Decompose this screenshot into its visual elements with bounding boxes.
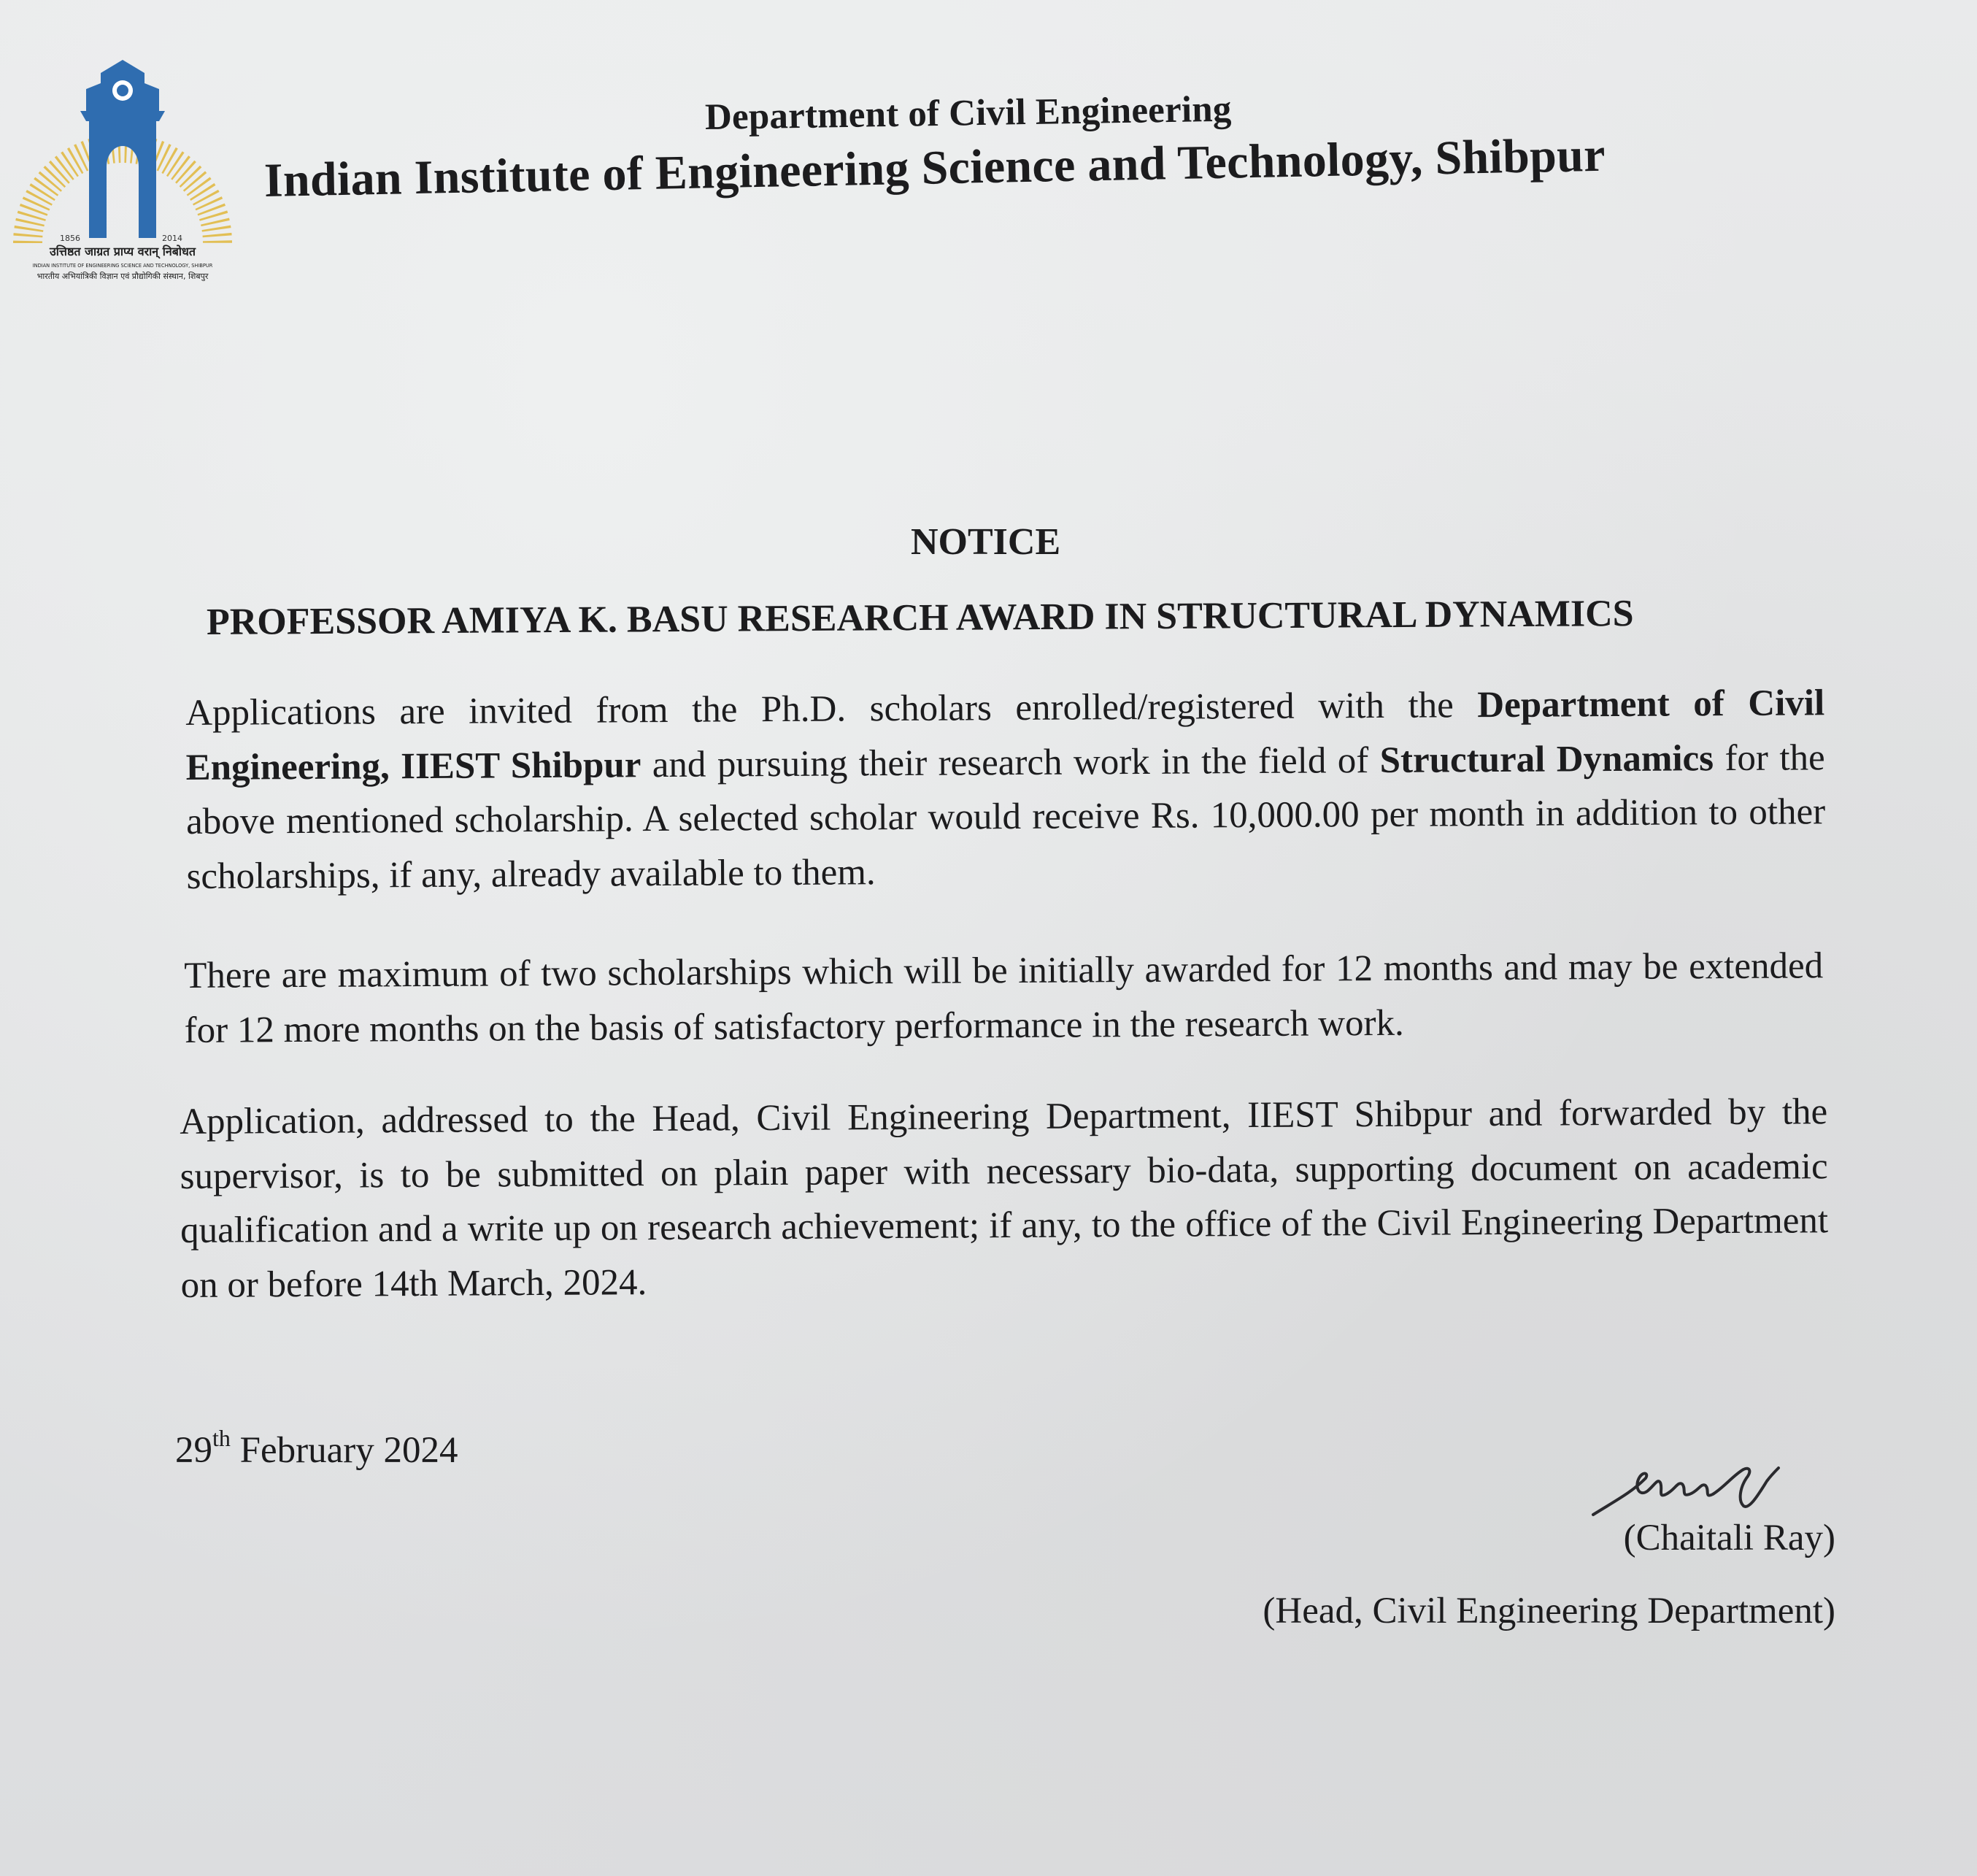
p1-department-bold: Department of Civil Engineering, IIEST Shibpur (185, 683, 1825, 788)
notice-date (175, 1425, 458, 1472)
institute-title: Indian Institute of Engineering Science and Technology, Shibpur (263, 128, 1606, 207)
department-title: Department of Civil Engineering (704, 88, 1232, 138)
logo-name-hindi: भारतीय अभियांत्रिकी विज्ञान एवं प्रौद्योगिकी संस्थान, शिबपुर (36, 272, 209, 281)
notice-heading: NOTICE (911, 521, 1061, 563)
signatory-name: (Chaitali Ray) (1623, 1518, 1835, 1558)
p1-text-1: Applications are invited from the Ph.D. scholars enrolled/registered with the (185, 685, 1478, 734)
p1-field-bold: Structural Dynamics (1379, 737, 1714, 781)
paragraph-duration: There are maximum of two scholarships which will be initially awarded for 12 months and may be extended for 12 more months on the basis of satisfactory performance in the research work. (184, 945, 1824, 1051)
logo-name-english: INDIAN INSTITUTE OF ENGINEERING SCIENCE AND TECHNOLOGY, SHIBPUR (32, 263, 213, 269)
date-suffix: th (212, 1425, 231, 1451)
logo-motto: उत्तिष्ठत जाग्रत प्राप्य वरान् निबोधत (49, 245, 196, 258)
institute-logo (13, 57, 232, 291)
date-day: 29 (175, 1430, 212, 1471)
signatory-title: (Head, Civil Engineering Department) (1263, 1591, 1835, 1631)
award-title: PROFESSOR AMIYA K. BASU RESEARCH AWARD IN STRUCTURAL DYNAMICS (206, 593, 1634, 643)
p1-text-2: and pursuing their research work in the field of (641, 739, 1380, 785)
p1-text-3: for the above mentioned scholarship. A selected scholar would receive Rs. 10,000.00 per month in addition to other scholarships, if any, already available to them. (185, 737, 1826, 897)
paragraph-eligibility (185, 676, 1826, 904)
logo-rays (28, 148, 217, 243)
logo-year-left: 1856 (60, 234, 80, 243)
logo-year-right: 2014 (162, 234, 182, 243)
paragraph-application: Application, addressed to the Head, Civil Engineering Department, IIEST Shibpur and forwarded by the supervisor, is to be submitted on plain paper with necessary bio-data, supporting document on academic qualification and a write up on research achievement; if any, to the office of the Civil Engineering Department on or before 14th March, 2024. (180, 1091, 1829, 1306)
date-rest: February 2024 (230, 1430, 458, 1471)
